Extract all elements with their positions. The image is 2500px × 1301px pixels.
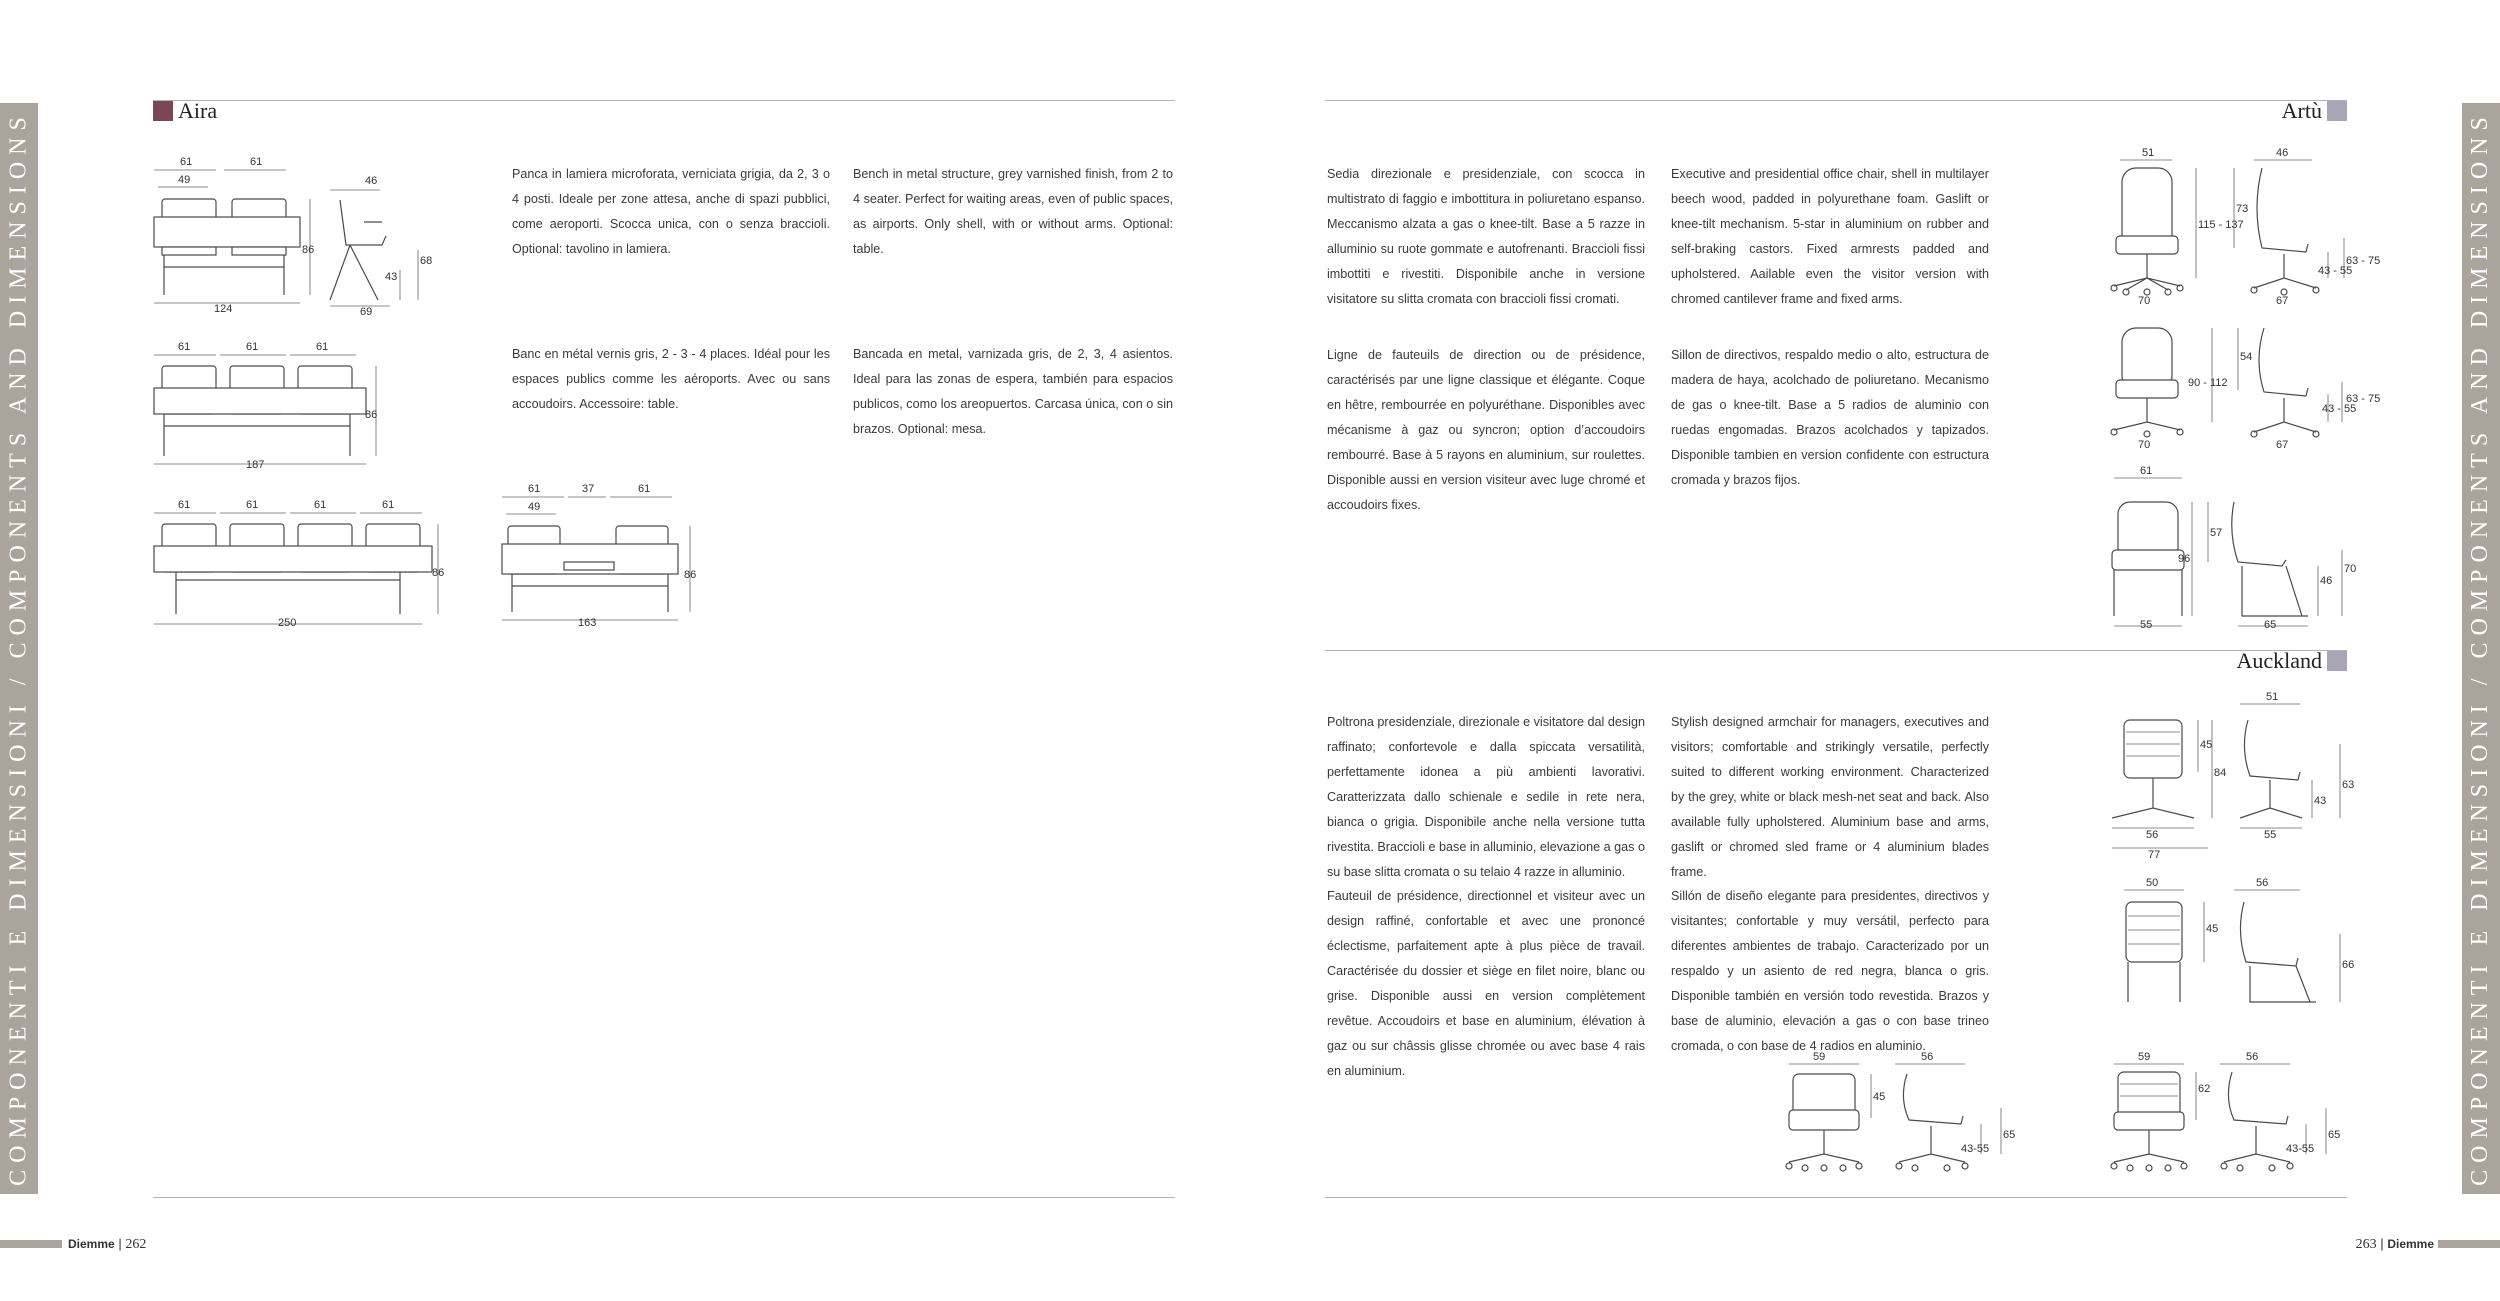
auckland-1-dim-back: 45 — [2200, 739, 2213, 751]
aira-4-dim-w2: 61 — [246, 499, 259, 511]
artu-2-dim-sidebase: 67 — [2276, 439, 2289, 451]
auckland-top-rule — [1325, 650, 2347, 651]
aira-table-drawing — [498, 482, 713, 632]
artu-1-dim-base: 70 — [2138, 295, 2151, 307]
artu-title: Artù — [2281, 98, 2322, 123]
artu-3-dim-base: 55 — [2140, 619, 2153, 631]
artu-2-dim-back: 54 — [2240, 351, 2253, 363]
left-folio-separator: | — [118, 1236, 122, 1251]
auckland-2-dim-back: 45 — [2206, 923, 2219, 935]
artu-1-dim-back: 73 — [2236, 203, 2249, 215]
artu-1-dim-seat: 43 - 55 — [2318, 265, 2353, 277]
aira-4-dim-h: 86 — [432, 567, 445, 579]
aira-3-dim-h: 86 — [365, 409, 378, 421]
artu-3-dim-arm: 70 — [2344, 563, 2357, 575]
auckland-3-dim-arm: 65 — [2003, 1129, 2016, 1141]
side-band-left-text: COMPONENTI E DIMENSIONI / COMPONENTS AND DIMENSIONS — [5, 110, 32, 1186]
artu-color-square — [2327, 101, 2347, 121]
aira-side-dim-w: 46 — [365, 175, 378, 187]
left-folio-page: 262 — [125, 1237, 147, 1252]
aira-4-dim-w3: 61 — [314, 499, 327, 511]
auckland-3-dim-seat: 43-55 — [1961, 1143, 1990, 1155]
auckland-title: Auckland — [2236, 648, 2322, 673]
aira-3-dim-w2: 61 — [246, 341, 259, 353]
auckland-2-dim-frontw: 50 — [2146, 877, 2159, 889]
artu-3-dim-top: 61 — [2140, 465, 2153, 477]
auckland-text-es: Sillón de diseño elegante para presidentes, directivos y visitantes; confortable y muy versátil, perfecto para diferentes ambientes de trabajo. Caracterizado por un respaldo y un asiento de red negra, blanca o gris. Disponible también en versión todo revestida. Brazos y base de aluminio, elevación a gas o con base trineo cromada, o con base de 4 radios en aluminio. — [1671, 889, 1989, 1053]
auckland-sled-drawing — [2100, 874, 2360, 1014]
aira-title: Aira — [178, 98, 218, 123]
aira-4-dim-total: 250 — [278, 617, 297, 629]
artu-top-rule — [1325, 100, 2347, 101]
aira-color-square — [153, 101, 173, 121]
aira-2-dim-w2: 61 — [250, 156, 263, 168]
auckland-1-dim-top: 51 — [2266, 691, 2279, 703]
aira-3-dim-w1: 61 — [178, 341, 191, 353]
aira-table-dim-w2: 61 — [638, 483, 651, 495]
auckland-1-dim-baseside: 55 — [2264, 829, 2277, 841]
auckland-gaslift-high-drawing — [2100, 1048, 2360, 1188]
artu-1-dim-sidetop: 46 — [2276, 147, 2289, 159]
aira-text-es: Bancada en metal, varnizada gris, de 2, 3, 4 asientos. Ideal para las zonas de espera, también para espacios publicos, como los areopuertos. Carcasa única, con o sin brazos. Optional: mesa. — [853, 347, 1173, 436]
aira-4-dim-w4: 61 — [382, 499, 395, 511]
auckland-2-dim-sidew: 56 — [2256, 877, 2269, 889]
auckland-4-dim-back: 62 — [2198, 1083, 2211, 1095]
artu-highback-drawing — [2092, 147, 2381, 308]
aira-3-dim-w3: 61 — [316, 341, 329, 353]
auckland-3-dim-sidew: 56 — [1921, 1051, 1934, 1063]
side-band-right-text: COMPONENTI E DIMENSIONI / COMPONENTS AND DIMENSIONS — [2467, 110, 2494, 1186]
artu-visitor-drawing — [2092, 466, 2372, 636]
aira-table-dim-h: 86 — [684, 569, 697, 581]
aira-2-dim-total: 124 — [214, 303, 233, 315]
auckland-4-dim-seat: 43-55 — [2286, 1143, 2315, 1155]
aira-3-dim-total: 187 — [246, 459, 265, 471]
left-footer-bar — [0, 1240, 62, 1248]
artu-2-dim-htotal: 90 - 112 — [2188, 377, 2228, 389]
auckland-text-fr: Fauteuil de présidence, directionnel et visiteur avec un design raffiné, confortable et avec une prononcé éclectisme, parfaitement apte à plus pièce de travail. Caractérisée du dossier et siège en filet noire, blanc ou grise. Disponible aussi en version complètement revêtue. Accoudoirs et base en aluminium, élévation à gaz ou sur châssis glisse chromée ou avec base 4 rais en aluminium. — [1327, 889, 1645, 1078]
aira-2-dim-seat: 49 — [178, 174, 191, 186]
aira-table-dim-seat: 49 — [528, 501, 541, 513]
auckland-gaslift-mid-drawing — [1775, 1048, 2035, 1188]
artu-text-fr: Ligne de fauteuils de direction ou de présidence, caractérisés par une ligne classique et élégante. Coque en hêtre, rembourrée en polyuréthane. Disponibles avec mécanisme à gaz ou syncron; option d’accoudoirs rembourré. Base à 5 rayons en aluminium, sur roulettes. Disponible aussi en version visiteur avec luge chromé et accoudoirs fixes. — [1327, 348, 1645, 512]
artu-midback-drawing — [2092, 324, 2381, 454]
aira-side-dim-seat: 43 — [385, 271, 398, 283]
aira-table-dim-w1: 61 — [528, 483, 541, 495]
auckland-text-en: Stylish designed armchair for managers, executives and visitors; comfortable and strikingly versatile, perfectly suited to different working environment. Characterized by the grey, white or black mesh-net seat and back. Also available fully upholstered. Aluminium base and arms, gaslift or chromed sled frame or 4 aluminium blades frame. — [1671, 715, 1989, 879]
aira-side-drawing — [320, 170, 440, 318]
auckland-1-dim-seat: 43 — [2314, 795, 2327, 807]
artu-1-dim-sidebase: 67 — [2276, 295, 2289, 307]
artu-1-dim-arm: 63 - 75 — [2346, 255, 2381, 267]
aira-table-dim-total: 163 — [578, 617, 597, 629]
artu-text-es: Sillon de directivos, respaldo medio o alto, estructura de madera de haya, acolchado de poliuretano. Mecanismo de gas o knee-tilt. Base a 5 radios de aluminio con ruedas engomadas. Brazos acolchados y tapizados. Disponible tambien en version confidente con estructura cromada y brazos fijos. — [1671, 348, 1989, 487]
left-folio-brand: Diemme — [68, 1237, 115, 1251]
aira-2-dim-w1: 61 — [180, 156, 193, 168]
right-folio-separator: | — [2380, 1236, 2384, 1251]
aira-side-dim-h: 68 — [420, 255, 433, 267]
auckland-4-dim-arm: 65 — [2328, 1129, 2341, 1141]
left-bottom-rule — [153, 1197, 1175, 1198]
artu-3-dim-back: 57 — [2210, 527, 2223, 539]
right-folio-brand: Diemme — [2387, 1237, 2434, 1251]
auckland-3-dim-frontw: 59 — [1813, 1051, 1826, 1063]
artu-1-dim-top: 51 — [2142, 147, 2155, 159]
aira-text-fr: Banc en métal vernis gris, 2 - 3 - 4 places. Idéal pour les espaces publics comme les aéroports. Avec ou sans accoudoirs. Accessoire: table. — [512, 347, 830, 411]
auckland-4-dim-sidew: 56 — [2246, 1051, 2259, 1063]
artu-2-dim-base: 70 — [2138, 439, 2151, 451]
auckland-text-it: Poltrona presidenziale, direzionale e visitatore dal design raffinato; confortevole e dalla spiccata versatilità, perfettamente idonea a più ambienti lavorativi. Caratterizzata dallo schienale e sedile in rete nera, bianca o grigia. Disponibile anche nella versione tutta rivestita. Braccioli e base in alluminio, elevazione a gas o su base slitta cromata o su telaio 4 razze in alluminio. — [1327, 715, 1645, 879]
auckland-3-dim-back: 45 — [1873, 1091, 1886, 1103]
aira-text-en: Bench in metal structure, grey varnished finish, from 2 to 4 seater. Perfect for waiting areas, even of public spaces, as airports. Only shell, with or without arms. Optional: table. — [853, 167, 1173, 256]
artu-3-dim-seat: 46 — [2320, 575, 2333, 587]
aira-4-dim-w1: 61 — [178, 499, 191, 511]
aira-2-seat-drawing — [150, 155, 330, 315]
right-folio-page: 263 — [2355, 1237, 2377, 1252]
artu-text-en: Executive and presidential office chair, shell in multilayer beech wood, padded in polyurethane foam. Gaslift or knee-tilt mechanism. 5-star in aluminium on rubber and self-braking castors. Fixed armrests padded and upholstered. Aailable even the visitor version with chromed cantilever frame and fixed arms. — [1671, 167, 1989, 306]
right-folio — [2356, 1236, 2434, 1253]
aira-side-dim-d: 69 — [360, 306, 373, 318]
artu-text-it: Sedia direzionale e presidenziale, con scocca in multistrato di faggio e imbottitura in poliuretano espanso. Meccanismo alzata a gas o knee-tilt. Base a 5 razze in alluminio su ruote gommate e autofrenanti. Braccioli fissi imbottiti e rivestiti. Disponibile anche in versione visitatore su slitta cromata con braccioli fissi cromati. — [1327, 167, 1645, 306]
right-bottom-rule — [1325, 1197, 2347, 1198]
auckland-4-dim-frontw: 59 — [2138, 1051, 2151, 1063]
auckland-1-dim-htotal: 84 — [2214, 767, 2227, 779]
auckland-4blade-drawing — [2100, 688, 2360, 863]
artu-2-dim-seat: 43 - 55 — [2322, 403, 2357, 415]
auckland-1-dim-basetotal: 77 — [2148, 849, 2161, 861]
aira-table-dim-t: 37 — [582, 483, 595, 495]
auckland-1-dim-arm: 63 — [2342, 779, 2355, 791]
aira-3-seat-drawing — [150, 340, 390, 475]
auckland-1-dim-basefront: 56 — [2146, 829, 2159, 841]
aira-top-rule — [153, 100, 1175, 101]
aira-4-seat-drawing — [150, 498, 450, 633]
aira-2-dim-h: 86 — [302, 244, 315, 256]
right-footer-bar — [2438, 1240, 2500, 1248]
artu-3-dim-htotal: 96 — [2178, 553, 2191, 565]
auckland-2-dim-arm: 66 — [2342, 959, 2355, 971]
left-folio — [68, 1236, 146, 1253]
artu-3-dim-sidebase: 65 — [2264, 619, 2277, 631]
aira-text-it: Panca in lamiera microforata, verniciata grigia, da 2, 3 o 4 posti. Ideale per zone attesa, anche di spazi pubblici, come aeroporti. Scocca unica, con o senza braccioli. Optional: tavolino in lamiera. — [512, 167, 830, 256]
artu-1-dim-htotal: 115 - 137 — [2198, 219, 2244, 231]
auckland-color-square — [2327, 651, 2347, 671]
artu-2-dim-arm: 63 - 75 — [2346, 393, 2381, 405]
